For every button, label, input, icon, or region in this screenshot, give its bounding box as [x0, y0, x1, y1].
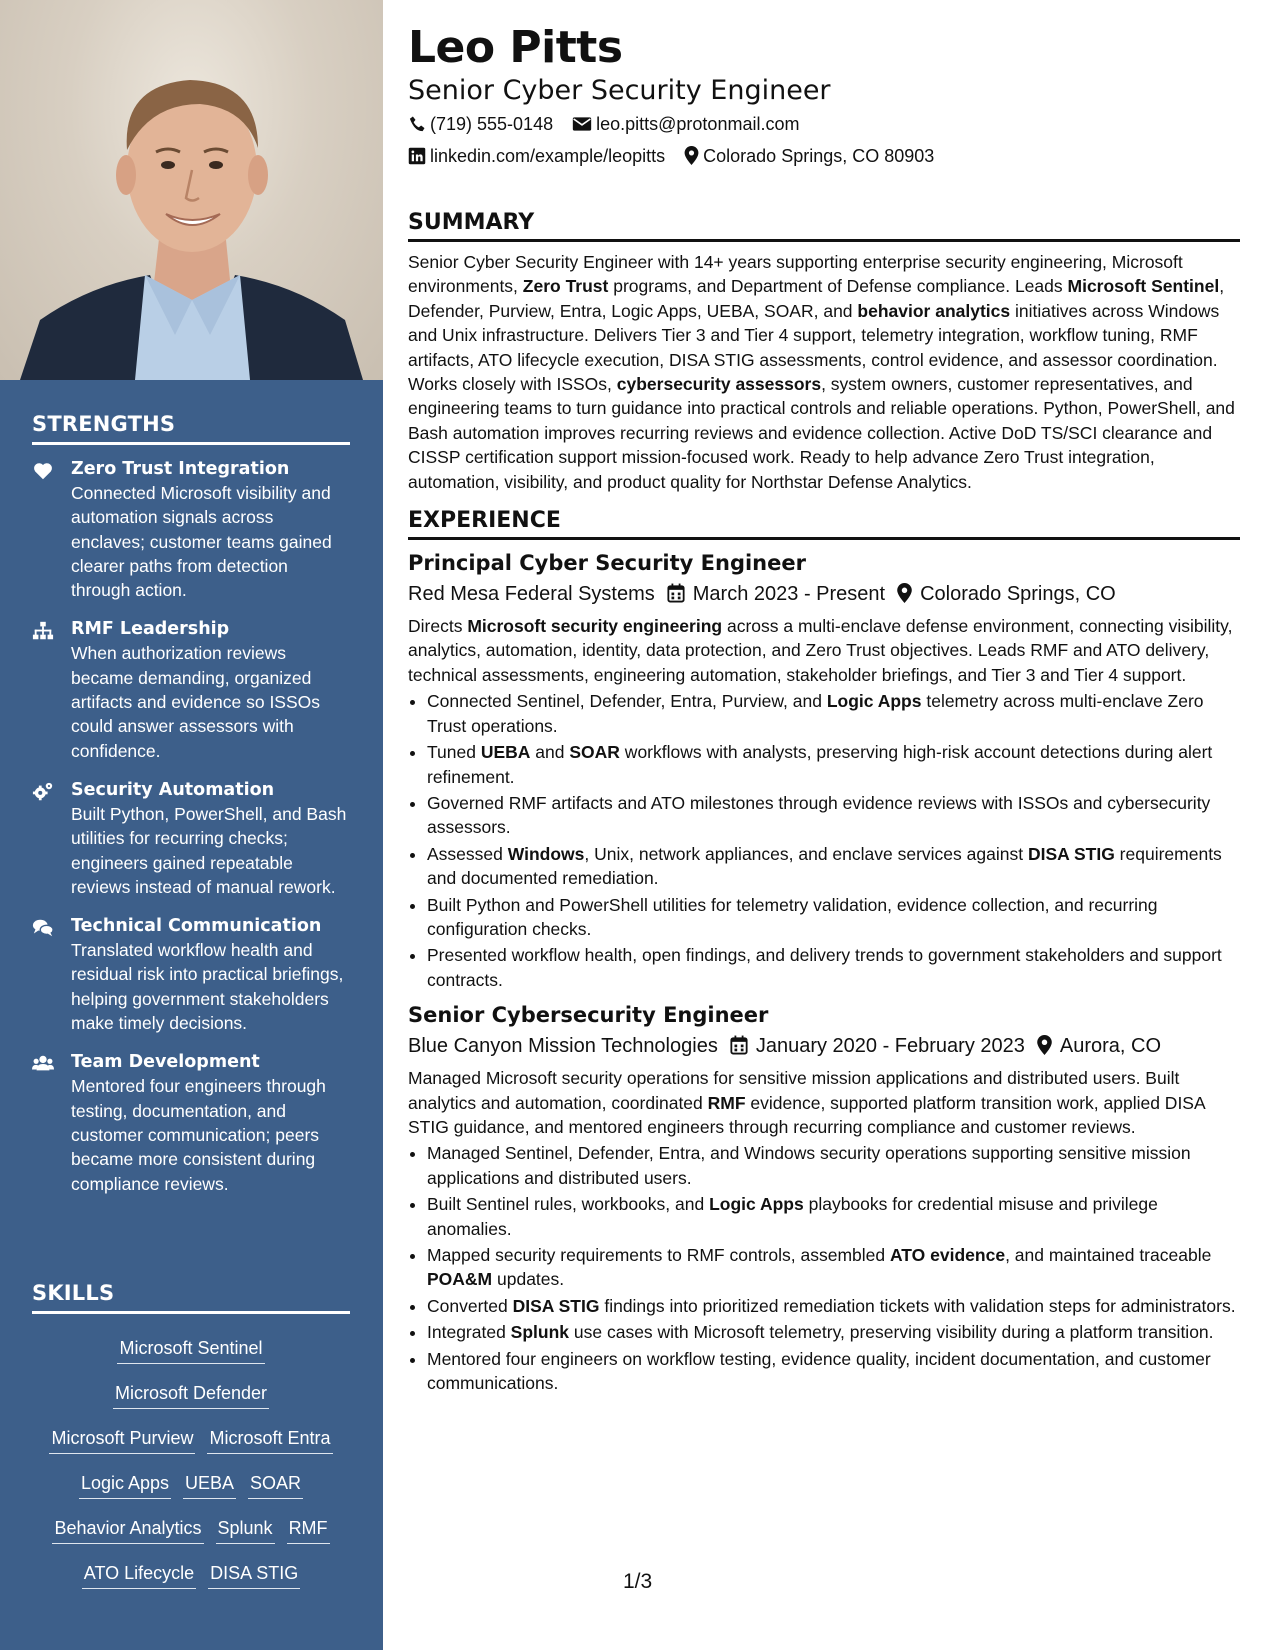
text-run: Assessed	[427, 843, 508, 864]
text-run: Tuned	[427, 742, 481, 763]
emphasis-text: SOAR	[569, 742, 620, 763]
text-run: workflows with analysts, preserving high-risk account detections during alert refinement.	[427, 742, 1213, 787]
job-description	[408, 1066, 1240, 1139]
summary-text	[408, 250, 1240, 494]
text-run: programs, and Department of Defense compliance. Leads	[608, 276, 1068, 297]
skills-heading: SKILLS	[32, 1281, 350, 1314]
phone-text: (719) 555-0148	[430, 114, 554, 134]
email-contact[interactable]	[572, 108, 799, 140]
emphasis-text: cybersecurity assessors	[616, 374, 822, 395]
skill-tag: Logic Apps	[79, 1471, 171, 1499]
skill-tag: Splunk	[216, 1516, 275, 1544]
job-bullet	[427, 791, 1240, 840]
emphasis-text: Logic Apps	[826, 691, 922, 712]
text-run: Built Sentinel rules, workbooks, and	[427, 1194, 710, 1215]
text-run: Managed Sentinel, Defender, Entra, and Windows security operations supporting sensitive mission applications and distributed users.	[427, 1143, 1191, 1188]
job-bullet	[427, 689, 1240, 738]
text-run: Presented workflow health, open findings, and delivery trends to government stakeholders and support contracts.	[427, 945, 1222, 990]
text-run: , Defender, Purview, Entra, Logic Apps, UEBA, SOAR, and	[408, 276, 1225, 321]
job-bullet	[427, 1320, 1240, 1344]
emphasis-text: UEBA	[480, 742, 531, 763]
profile-photo	[0, 0, 383, 380]
strength-item	[32, 1050, 350, 1195]
text-run: playbooks for credential misuse and privilege anomalies.	[427, 1194, 1158, 1239]
sitemap-icon	[32, 620, 54, 642]
email-text: leo.pitts@protonmail.com	[596, 114, 800, 134]
map-marker-icon	[897, 583, 912, 603]
map-marker-icon	[1037, 1035, 1052, 1055]
strength-title: Team Development	[71, 1052, 260, 1073]
phone-contact[interactable]	[408, 108, 553, 140]
job-dates: January 2020 - February 2023	[755, 1035, 1025, 1058]
candidate-name: Leo Pitts	[408, 22, 623, 73]
emphasis-text: DISA STIG	[1027, 843, 1115, 864]
company-name: Red Mesa Federal Systems	[408, 583, 655, 606]
skill-tag: ATO Lifecycle	[82, 1561, 196, 1589]
linkedin-contact[interactable]	[408, 140, 665, 172]
strength-title: RMF Leadership	[71, 619, 230, 640]
page-number: 1/3	[623, 1570, 653, 1593]
job-entry	[408, 548, 1240, 992]
candidate-title: Senior Cyber Security Engineer	[408, 75, 831, 106]
text-run: Mapped security requirements to RMF controls, assembled	[427, 1245, 890, 1265]
job-location: Aurora, CO	[1059, 1035, 1162, 1058]
emphasis-text: DISA STIG	[512, 1295, 600, 1316]
strength-title: Technical Communication	[71, 916, 322, 937]
job-meta	[408, 578, 1240, 610]
text-run: Governed RMF artifacts and ATO milestones through evidence reviews with ISSOs and cybersecurity assessors.	[427, 792, 1211, 838]
text-run: telemetry across multi-enclave Zero Trust operations.	[427, 691, 1204, 736]
job-description	[408, 614, 1240, 687]
text-run: , Unix, network appliances, and enclave services against	[584, 843, 1028, 864]
job-bullet	[427, 893, 1240, 942]
skill-tag: SOAR	[248, 1471, 303, 1499]
text-run: initiatives across Windows and Unix infrastructure. Delivers Tier 3 and Tier 4 support, telemetry integration, workflow tuning, RMF artifacts, ATO lifecycle execution, DISA STIG assessments, control evidence, and assessor coordination. Works closely with ISSOs,	[408, 300, 1220, 395]
strength-text: Mentored four engineers through testing, documentation, and customer communication; peers became more consistent during compliance reviews.	[71, 1076, 326, 1194]
strength-text: Built Python, PowerShell, and Bash utilities for recurring checks; engineers gained repeatable reviews instead of manual rework.	[71, 803, 347, 897]
emphasis-text: ATO evidence	[889, 1245, 1006, 1265]
calendar-icon	[667, 583, 685, 603]
skill-tag: RMF	[287, 1516, 330, 1544]
skill-tag: Microsoft Entra	[207, 1426, 332, 1454]
comments-icon	[32, 917, 54, 939]
text-run: , and maintained traceable	[1005, 1245, 1212, 1265]
emphasis-text: POA&M	[427, 1269, 493, 1290]
text-run: Directs	[408, 616, 468, 637]
skill-tag: UEBA	[183, 1471, 236, 1499]
text-run: , system owners, customer representatives, and engineering teams to turn guidance into practical controls and reliable operations. Python, PowerShell, and Bash automation improves recurring reviews and evidence collection. Active DoD TS/SCI clearance and CISSP certification support mission-focused work. Ready to help advance Zero Trust integration, automation, visibility, and product quality for Northstar Defense Analytics.	[408, 374, 1235, 492]
strength-text: Translated workflow health and residual risk into practical briefings, helping government stakeholders make timely decisions.	[71, 940, 344, 1034]
text-run: Senior Cyber Security Engineer with 14+ years supporting enterprise security engineering, Microsoft environments,	[408, 252, 1183, 297]
envelope-icon	[572, 115, 592, 133]
skills-list	[32, 1326, 350, 1596]
sidebar	[0, 0, 383, 1650]
text-run: and	[530, 742, 570, 763]
skill-tag: DISA STIG	[208, 1561, 300, 1589]
job-dates: March 2023 - Present	[692, 583, 886, 606]
skill-tag: Behavior Analytics	[52, 1516, 203, 1544]
text-run: across a multi-enclave defense environment, connecting visibility, analytics, automation, identity, data protection, and Zero Trust objectives. Leads RMF and ATO delivery, technical assessments, engineering automation, stakeholder briefings, and Tier 3 and Tier 4 support.	[408, 616, 1233, 685]
text-run: Built Python and PowerShell utilities for telemetry validation, evidence collection, and recurring configuration checks.	[427, 894, 1158, 939]
emphasis-text: RMF	[707, 1092, 746, 1113]
skills-section	[32, 1281, 350, 1596]
job-bullet	[427, 1192, 1240, 1241]
calendar-icon	[730, 1035, 748, 1055]
strength-text: When authorization reviews became demanding, organized artifacts and evidence so ISSOs could answer assessors with confidence.	[71, 643, 321, 761]
strength-title: Zero Trust Integration	[71, 459, 290, 479]
job-location: Colorado Springs, CO	[920, 583, 1116, 606]
location-contact	[684, 140, 934, 172]
job-bullet	[427, 1294, 1240, 1318]
text-run: evidence, supported platform transition work, applied DISA STIG guidance, and mentored engineers through recurring compliance and customer reviews.	[408, 1092, 1205, 1137]
strength-item	[32, 457, 350, 602]
strength-item	[32, 914, 350, 1035]
job-meta	[408, 1030, 1240, 1062]
skill-tag: Microsoft Purview	[49, 1426, 195, 1454]
skill-tag: Microsoft Defender	[113, 1381, 269, 1409]
emphasis-text: behavior analytics	[857, 300, 1011, 321]
strength-text: Connected Microsoft visibility and automation signals across enclaves; customer teams gained clearer paths from detection through action.	[71, 483, 332, 601]
job-bullets	[408, 689, 1240, 992]
gears-icon	[32, 781, 54, 803]
emphasis-text: Logic Apps	[709, 1194, 804, 1215]
experience-heading: EXPERIENCE	[408, 508, 1240, 540]
job-bullet	[427, 842, 1240, 891]
main-content	[408, 20, 1240, 1397]
text-run: requirements and documented remediation.	[427, 843, 1222, 889]
job-bullet	[427, 1243, 1240, 1292]
job-bullets	[408, 1141, 1240, 1395]
phone-icon	[408, 115, 426, 133]
text-run: Converted	[427, 1295, 513, 1316]
text-run: Connected Sentinel, Defender, Entra, Purview, and	[427, 691, 827, 712]
map-marker-icon	[684, 146, 699, 165]
strengths-heading: STRENGTHS	[32, 412, 350, 445]
heart-icon	[32, 460, 54, 482]
job-bullet	[427, 1141, 1240, 1190]
text-run: Mentored four engineers on workflow testing, evidence quality, incident documentation, and customer communications.	[427, 1348, 1211, 1394]
emphasis-text: Microsoft Sentinel	[1067, 276, 1220, 297]
linkedin-text: linkedin.com/example/leopitts	[430, 146, 666, 166]
job-bullet	[427, 943, 1240, 992]
skill-tag: Microsoft Sentinel	[117, 1336, 264, 1364]
job-bullet	[427, 740, 1240, 789]
company-name: Blue Canyon Mission Technologies	[408, 1035, 718, 1058]
strengths-section	[32, 412, 350, 1211]
text-run: Managed Microsoft security operations for sensitive mission applications and distributed users. Built analytics and automation, coordinated	[408, 1068, 1180, 1113]
strength-item	[32, 617, 350, 762]
emphasis-text: Microsoft security engineering	[467, 616, 723, 637]
job-entry	[408, 1000, 1240, 1395]
job-title: Principal Cyber Security Engineer	[408, 551, 806, 576]
contact-row	[408, 108, 1240, 172]
emphasis-text: Splunk	[510, 1322, 570, 1343]
strength-item	[32, 778, 350, 899]
job-title: Senior Cybersecurity Engineer	[408, 1003, 769, 1028]
text-run: Integrated	[427, 1322, 511, 1343]
emphasis-text: Zero Trust	[522, 276, 609, 297]
location-text: Colorado Springs, CO 80903	[703, 146, 935, 166]
text-run: updates.	[492, 1269, 565, 1290]
emphasis-text: Windows	[507, 843, 585, 864]
linkedin-icon	[408, 147, 426, 165]
users-icon	[32, 1053, 54, 1075]
text-run: use cases with Microsoft telemetry, preserving visibility during a platform transition.	[569, 1322, 1214, 1343]
job-bullet	[427, 1347, 1240, 1396]
strength-title: Security Automation	[71, 779, 275, 800]
summary-heading: SUMMARY	[408, 210, 1240, 242]
text-run: findings into prioritized remediation tickets with validation steps for administrators.	[599, 1295, 1236, 1316]
